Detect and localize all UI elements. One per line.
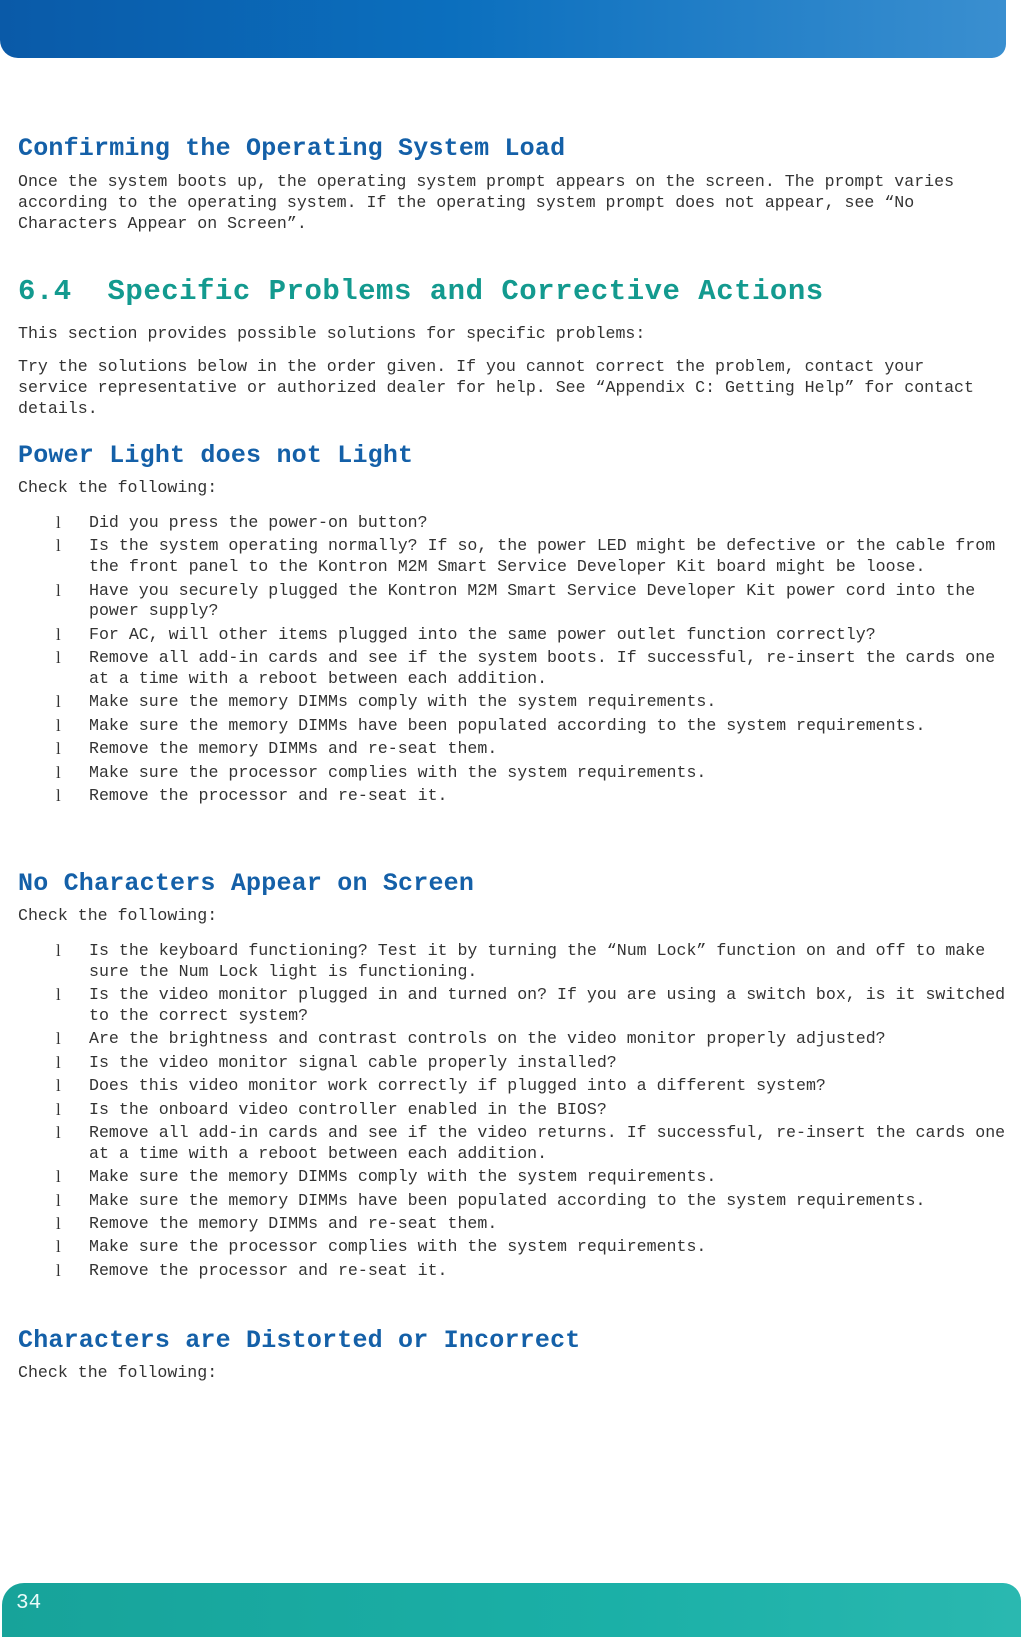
- bullet-icon: l: [56, 648, 61, 668]
- list-item-text: Are the brightness and contrast controls on the video monitor properly adjusted?: [89, 1029, 886, 1049]
- list-item-text: Remove the processor and re-seat it.: [89, 785, 448, 805]
- no-characters-checklist: [56, 941, 1006, 1284]
- list-item: [56, 581, 1006, 623]
- page-number: 34: [16, 1592, 42, 1615]
- list-item-text: Make sure the memory DIMMs have been populated according to the system requirements.: [89, 1190, 926, 1210]
- list-item: [56, 536, 1006, 578]
- bullet-icon: l: [56, 785, 61, 805]
- list-item: [56, 1167, 1006, 1188]
- bullet-icon: l: [56, 1122, 61, 1142]
- footer-bar: [2, 1583, 1021, 1637]
- bullet-icon: l: [56, 536, 61, 556]
- bullet-icon: l: [56, 1190, 61, 1210]
- list-item-text: Is the onboard video controller enabled in the BIOS?: [89, 1099, 607, 1119]
- list-item: [56, 1076, 1006, 1097]
- list-item-text: Make sure the memory DIMMs comply with the system requirements.: [89, 1167, 717, 1187]
- heading-confirming-os-load: Confirming the Operating System Load: [18, 134, 566, 163]
- paragraph-section-intro: This section provides possible solutions for specific problems:: [18, 324, 646, 343]
- list-item-text: Remove the processor and re-seat it.: [89, 1260, 448, 1280]
- bullet-icon: l: [56, 1076, 61, 1096]
- bullet-icon: l: [56, 1052, 61, 1072]
- list-item-text: Make sure the memory DIMMs comply with the system requirements.: [89, 692, 717, 712]
- bullet-icon: l: [56, 692, 61, 712]
- list-item-text: Make sure the memory DIMMs have been populated according to the system requirements.: [89, 715, 926, 735]
- paragraph-confirming-os-load: Once the system boots up, the operating system prompt appears on the screen. The prompt varies according to the operating system. If the operating system prompt does not appear, see “No Characters Appear on Screen”.: [18, 172, 955, 233]
- bullet-icon: l: [56, 1213, 61, 1233]
- bullet-icon: l: [56, 1237, 61, 1257]
- list-item-text: Make sure the processor complies with the system requirements.: [89, 762, 707, 782]
- list-item: [56, 648, 1006, 690]
- power-light-checklist: [56, 513, 1006, 809]
- list-item-text: Remove the memory DIMMs and re-seat them.: [89, 739, 498, 759]
- list-item-text: Make sure the processor complies with the system requirements.: [89, 1237, 707, 1257]
- no-characters-lead: Check the following:: [18, 906, 218, 925]
- list-item: [56, 1123, 1006, 1165]
- bullet-icon: l: [56, 941, 61, 960]
- list-item-text: Does this video monitor work correctly if plugged into a different system?: [89, 1076, 826, 1096]
- list-item: [56, 1214, 1006, 1235]
- list-item: [56, 985, 1006, 1027]
- list-item: [56, 716, 1006, 737]
- list-item: [56, 1100, 1006, 1121]
- bullet-icon: l: [56, 513, 61, 532]
- bullet-icon: l: [56, 624, 61, 644]
- bullet-icon: l: [56, 739, 61, 759]
- bullet-icon: l: [56, 1167, 61, 1187]
- list-item: [56, 513, 1006, 534]
- header-bar: [0, 0, 1006, 58]
- list-item: [56, 941, 1006, 983]
- bullet-icon: l: [56, 1099, 61, 1119]
- list-item-text: Did you press the power-on button?: [89, 513, 428, 532]
- list-item-text: Is the video monitor signal cable properly installed?: [89, 1052, 617, 1072]
- bullet-icon: l: [56, 985, 61, 1005]
- bullet-icon: l: [56, 762, 61, 782]
- list-item: [56, 625, 1006, 646]
- list-item: [56, 1261, 1006, 1282]
- list-item: [56, 1029, 1006, 1050]
- heading-characters-distorted: Characters are Distorted or Incorrect: [18, 1326, 581, 1355]
- power-light-lead: Check the following:: [18, 478, 218, 497]
- list-item-text: Is the keyboard functioning? Test it by turning the “Num Lock” function on and off to make sure the Num Lock light is functioning.: [89, 941, 986, 981]
- list-item-text: Is the video monitor plugged in and turned on? If you are using a switch box, is it switched to the correct system?: [89, 985, 1006, 1025]
- list-item: [56, 692, 1006, 713]
- bullet-icon: l: [56, 715, 61, 735]
- list-item: [56, 1237, 1006, 1258]
- bullet-icon: l: [56, 1260, 61, 1280]
- heading-section-6-4: 6.4 Specific Problems and Corrective Actions: [18, 275, 824, 308]
- heading-power-light: Power Light does not Light: [18, 441, 414, 470]
- paragraph-section-body: Try the solutions below in the order given. If you cannot correct the problem, contact your service representative or authorized dealer for help. See “Appendix C: Getting Help” for contact details.: [18, 357, 974, 418]
- list-item: [56, 739, 1006, 760]
- list-item: [56, 763, 1006, 784]
- bullet-icon: l: [56, 1029, 61, 1049]
- list-item: [56, 786, 1006, 807]
- bullet-icon: l: [56, 580, 61, 600]
- list-item-text: Have you securely plugged the Kontron M2M Smart Service Developer Kit power cord into the power supply?: [89, 580, 976, 621]
- list-item-text: Remove all add-in cards and see if the system boots. If successful, re-insert the cards one at a time with a reboot between each addition.: [89, 648, 996, 688]
- list-item-text: For AC, will other items plugged into the same power outlet function correctly?: [89, 624, 876, 644]
- list-item-text: Is the system operating normally? If so, the power LED might be defective or the cable from the front panel to the Kontron M2M Smart Service Developer Kit board might be loose.: [89, 536, 996, 577]
- list-item: [56, 1191, 1006, 1212]
- list-item-text: Remove the memory DIMMs and re-seat them.: [89, 1213, 498, 1233]
- list-item: [56, 1053, 1006, 1074]
- list-item-text: Remove all add-in cards and see if the video returns. If successful, re-insert the cards one at a time with a reboot between each addition.: [89, 1122, 1006, 1163]
- heading-no-characters: No Characters Appear on Screen: [18, 869, 475, 898]
- distorted-lead: Check the following:: [18, 1363, 218, 1382]
